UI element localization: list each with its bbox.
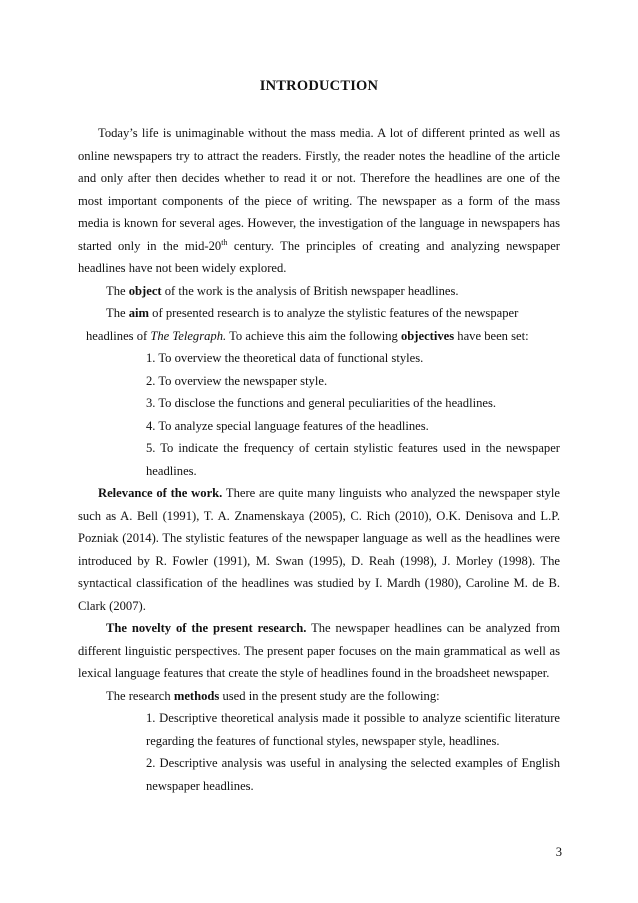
methods-prefix: The research [106,688,174,703]
aim-cont-middle: To achieve this aim the following [226,328,401,343]
novelty-heading: The novelty of the present research. [106,621,307,635]
objective-item: 5. To indicate the frequency of certain stylistic features used in the newspaper headlines. [146,441,560,478]
intro-superscript: th [221,237,228,247]
aim-prefix: The [106,306,129,320]
novelty-paragraph [78,617,560,685]
intro-paragraph [78,122,560,280]
intro-text-a: Today’s life is unimaginable without the mass media. A lot of different printed as well as online newspapers try to attract the readers. Firstly, the reader notes the headline of the article and only after then decides whether to read it or not. Therefore the headlines are one of the most important components of the piece of writing. The newspaper as a form of the mass media is known for several ages. However, the investigation of the language in newspapers has started only in the mid-20 [78,126,560,253]
objective-item: 3. To disclose the functions and general peculiarities of the headlines. [146,396,497,410]
objectives-keyword: objectives [400,328,455,343]
object-paragraph [78,280,560,303]
objective-item: 2. To overview the newspaper style. [146,373,328,388]
aim-paragraph [78,302,560,325]
relevance-text: There are quite many linguists who analyzed the newspaper style such as A. Bell (1991), T. A. Znamenskaya (2005), C. Rich (2010), O.K. Denisova and L.P. Pozniak (2014). The stylistic features of the newspaper language as well as the headlines were introduced by R. Fowler (1991), M. Swan (1995), D. Reah (1998), J. Morley (1998). The syntactical classification of the headlines was studied by I. Mardh (1980), Caroline M. de B. Clark (2007). [78,486,560,613]
methods-paragraph [78,685,560,708]
aim-cont-prefix: headlines of [86,328,151,343]
method-item: 2. Descriptive analysis was useful in analysing the selected examples of English newspaper headlines. [146,756,560,793]
intro-text-b: century. The principles of creating and analyzing newspaper headlines have not been widely explored. [78,238,560,275]
method-item: 1. Descriptive theoretical analysis made it possible to analyze scientific literature regarding the features of functional styles, newspaper style, headlines. [146,711,560,748]
objective-item: 1. To overview the theoretical data of functional styles. [146,351,424,365]
relevance-heading: Relevance of the work. [98,486,223,500]
document-body [78,122,560,797]
newspaper-title: The Telegraph. [150,328,227,343]
page-number: 3 [555,845,562,859]
object-keyword: object [128,283,162,298]
aim-continuation [78,325,560,348]
methods-keyword: methods [173,688,220,703]
object-prefix: The [106,283,129,298]
methods-text: used in the present study are the following: [219,688,440,703]
objective-item: 4. To analyze special language features of the headlines. [146,418,429,433]
aim-cont-suffix: have been set: [454,328,529,343]
object-text: of the work is the analysis of British newspaper headlines. [161,283,459,298]
aim-text: of presented research is to analyze the stylistic features of the newspaper [149,306,519,320]
novelty-text: The newspaper headlines can be analyzed from different linguistic perspectives. The present paper focuses on the main grammatical as well as lexical language features that create the style of headlines found in the broadsheet newspaper. [78,621,561,680]
page-title: INTRODUCTION [259,78,379,94]
aim-keyword: aim [128,306,150,320]
relevance-paragraph [78,482,560,617]
